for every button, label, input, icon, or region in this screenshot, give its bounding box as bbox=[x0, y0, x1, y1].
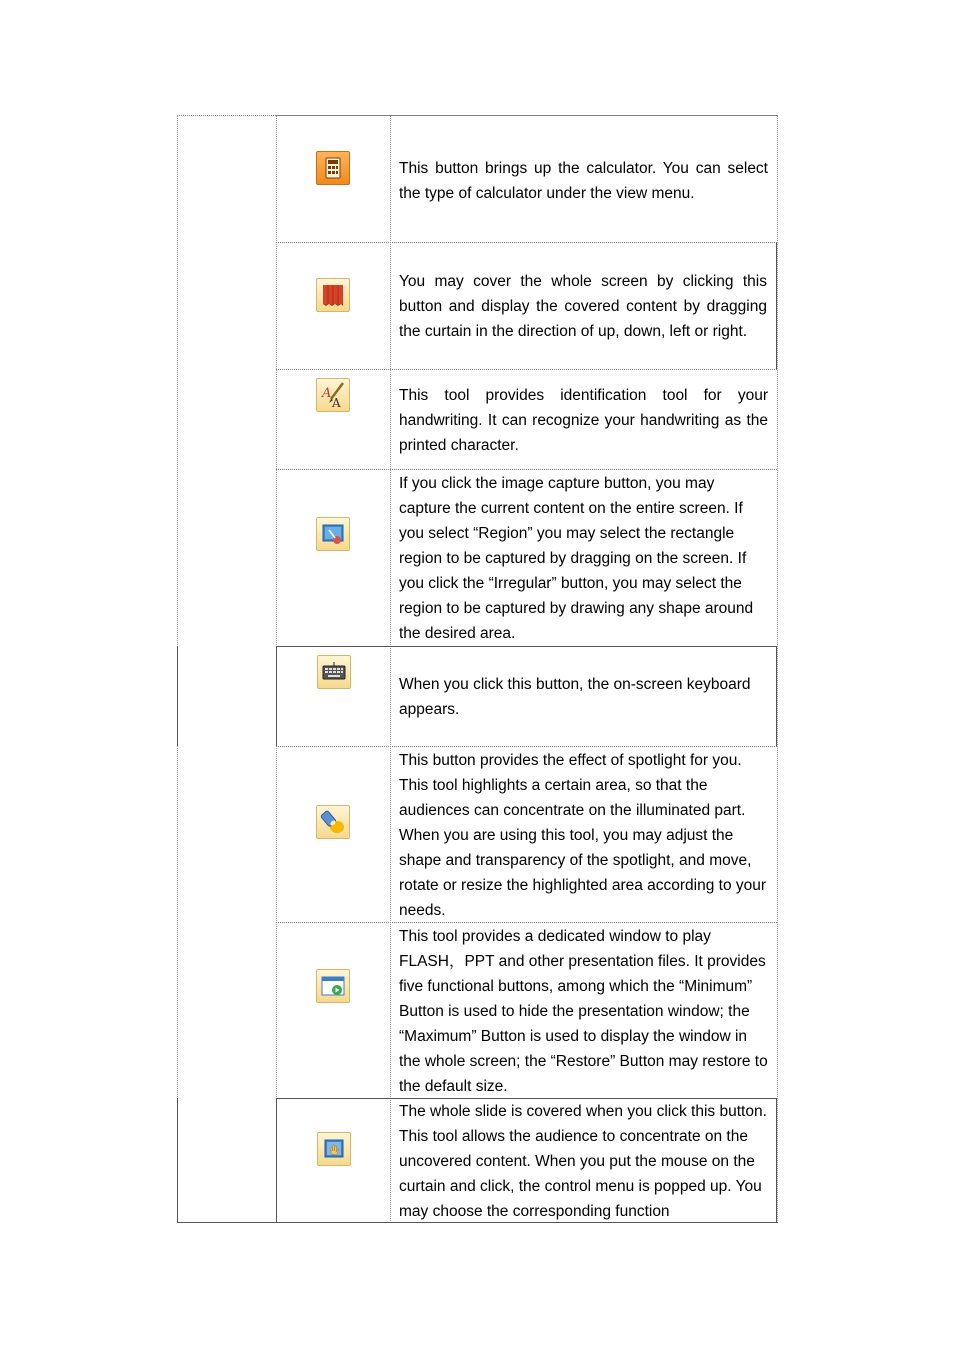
table-row bbox=[276, 469, 777, 646]
table-bottom-border bbox=[177, 1222, 778, 1223]
icon-cell bbox=[276, 647, 390, 746]
description-text: The whole slide is covered when you click this button. This tool allows the audience to concentrate on the uncovered content. When you put the mouse on the curtain and click, the control menu is popped up. You may choose the corresponding function bbox=[399, 1103, 767, 1220]
icon-cell bbox=[276, 243, 390, 369]
table-row bbox=[276, 746, 777, 922]
svg-text:A: A bbox=[322, 386, 332, 401]
icon-cell bbox=[276, 470, 390, 646]
description-text: This tool provides a dedicated window to play FLASH，PPT and other presentation files. It provides five functional buttons, among which the “Minimum” Button is used to hide the presentation window; the “Maximum” Button is used to display the window in the whole screen; the “Restore” Button may restore to the default size. bbox=[399, 928, 768, 1095]
table-right-border bbox=[777, 115, 778, 1223]
handwriting-recognition-icon bbox=[316, 378, 350, 412]
description-text: This tool provides identification tool for your handwriting. It can recognize your handwriting as the printed character. bbox=[399, 387, 768, 454]
description-text: This button brings up the calculator. You can select the type of calculator under the view menu. bbox=[399, 160, 768, 202]
table-row bbox=[276, 242, 777, 369]
presentation-player-icon bbox=[316, 969, 350, 1003]
description-text: If you click the image capture button, you may capture the current content on the entire screen. If you select “Region” you may select the rectangle region to be captured by dragging on the screen. If you click the “Irregular” button, you may select the region to be captured by drawing any shape around the desired area. bbox=[399, 475, 754, 642]
icon-cell bbox=[276, 370, 390, 469]
description-cell bbox=[390, 370, 777, 469]
description-text: You may cover the whole screen by clicking this button and display the covered content by dragging the curtain in the direction of up, down, left or right. bbox=[399, 273, 767, 340]
description-cell bbox=[390, 243, 777, 369]
table-row bbox=[276, 646, 777, 746]
icon-cell bbox=[276, 1099, 390, 1223]
description-cell bbox=[390, 116, 777, 242]
image-capture-icon bbox=[316, 517, 350, 551]
description-cell bbox=[390, 923, 777, 1098]
table-left-border-solid bbox=[177, 1098, 178, 1223]
icon-cell bbox=[276, 747, 390, 922]
table-row bbox=[276, 115, 777, 242]
table-row bbox=[276, 369, 777, 469]
description-text: This button provides the effect of spotlight for you. This tool highlights a certain area, so that the audiences can concentrate on the illuminated part. When you are using this tool, you may adjust the shape and transparency of the spotlight, and move, rotate or resize the highlighted area according to your needs. bbox=[399, 752, 767, 919]
table-row bbox=[276, 922, 777, 1098]
description-cell bbox=[390, 470, 777, 646]
svg-text:A: A bbox=[332, 396, 341, 410]
icon-cell bbox=[276, 116, 390, 242]
description-text: When you click this button, the on-screen keyboard appears. bbox=[399, 676, 751, 718]
spotlight-icon bbox=[316, 805, 350, 839]
description-cell bbox=[390, 647, 777, 746]
description-cell bbox=[390, 747, 777, 922]
on-screen-keyboard-icon bbox=[317, 655, 351, 689]
calculator-icon bbox=[316, 151, 350, 185]
icon-cell bbox=[276, 923, 390, 1098]
description-cell bbox=[390, 1099, 777, 1223]
screen-curtain-icon bbox=[316, 278, 350, 312]
table-row bbox=[276, 1098, 777, 1223]
table-left-border-solid bbox=[177, 646, 178, 746]
slide-curtain-icon bbox=[317, 1132, 351, 1166]
